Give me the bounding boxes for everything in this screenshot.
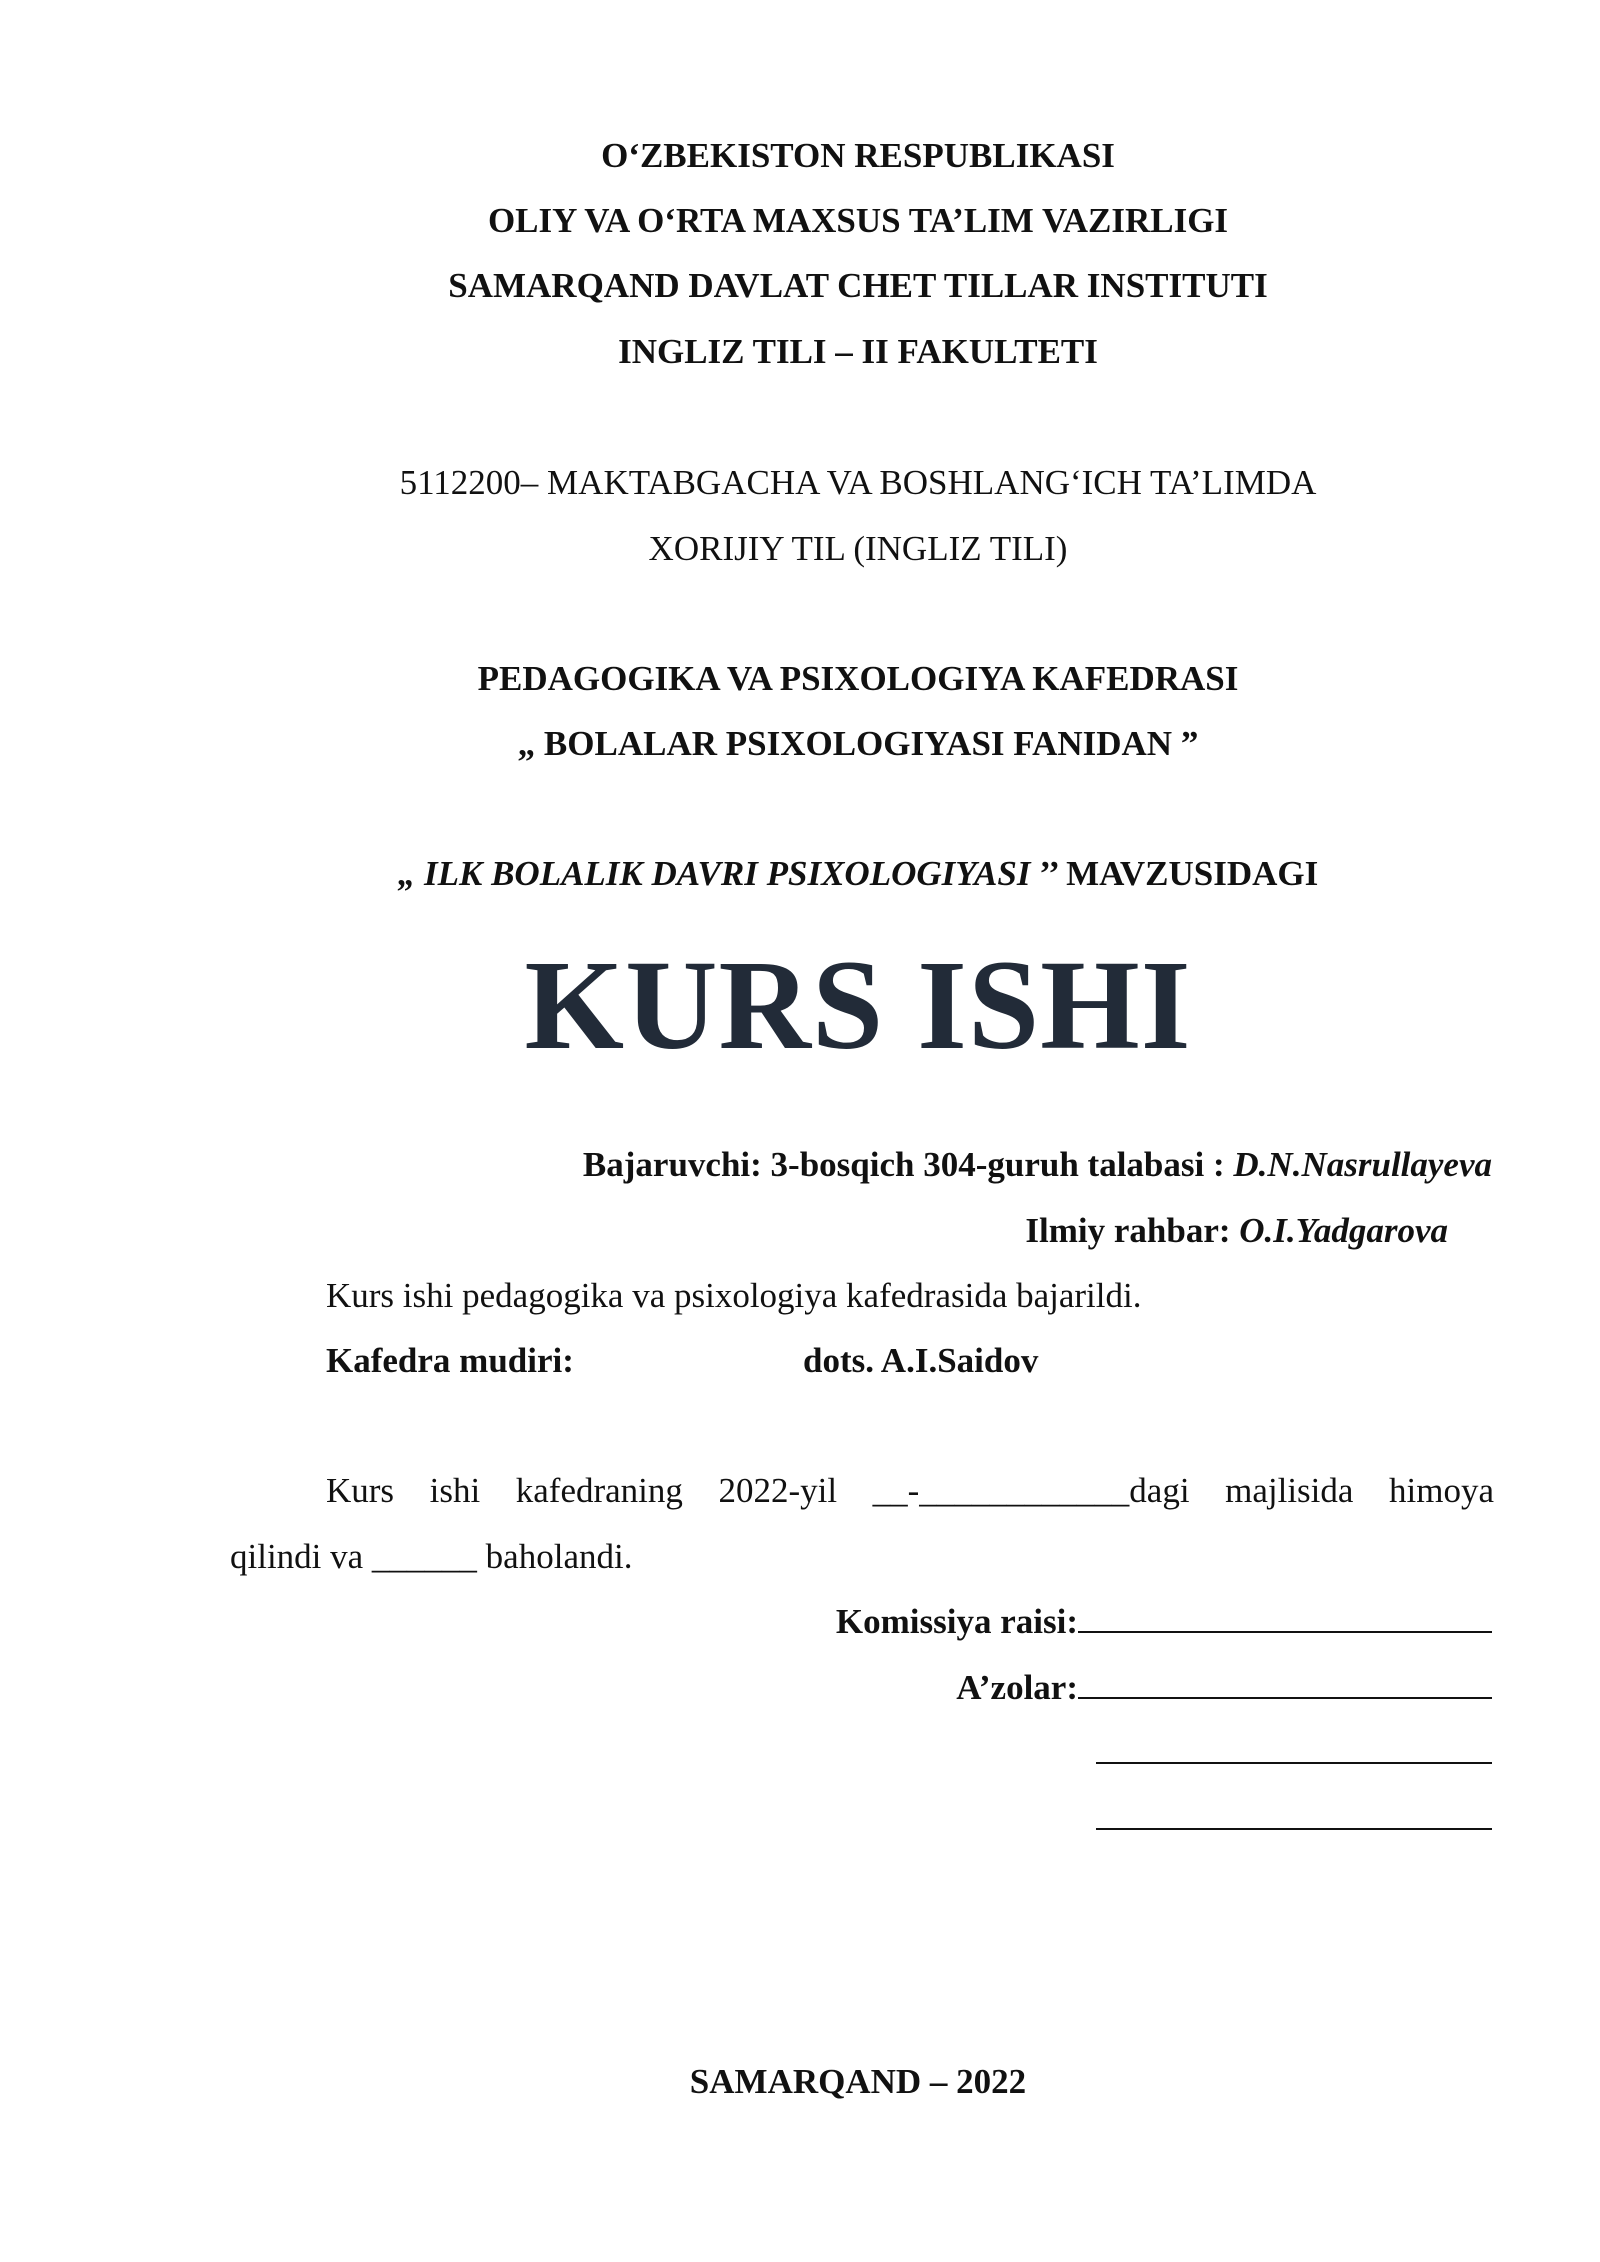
defense-word: himoya: [1389, 1471, 1494, 1510]
member-signature-blank: [1096, 1732, 1492, 1764]
main-title: KURS ISHI: [524, 934, 1192, 1076]
subject-name: „ BOLALAR PSIXOLOGIYASI FANIDAN ”: [517, 724, 1199, 763]
header-ministry: OLIY VA O‘RTA MAXSUS TA’LIM VAZIRLIGI: [487, 201, 1229, 240]
defense-word: 2022-yil: [718, 1471, 838, 1510]
member-signature-blank: [1096, 1798, 1492, 1830]
commission-chair-signature-blank: [1078, 1601, 1492, 1633]
commission-members-line: [956, 1666, 1492, 1710]
supervisor-name: O.I.Yadgarova: [1239, 1211, 1448, 1250]
defense-date-blank: __-____________dagi: [872, 1471, 1190, 1510]
member-signature-line-2: [1096, 1731, 1492, 1775]
supervisor-line: [1025, 1209, 1448, 1253]
specialty-line-2: XORIJIY TIL (INGLIZ TILI): [648, 529, 1068, 568]
topic-title: ILK BOLALIK DAVRI PSIXOLOGIYASI: [423, 854, 1031, 893]
commission-chair-label: Komissiya raisi:: [835, 1602, 1078, 1641]
member-signature-line-3: [1096, 1797, 1492, 1841]
head-of-department-label: Kafedra mudiri:: [326, 1341, 574, 1380]
defense-line-2: qilindi va ______ baholandi.: [230, 1537, 633, 1576]
topic-line: [228, 852, 1488, 896]
supervisor-label: Ilmiy rahbar:: [1025, 1211, 1240, 1250]
topic-quote-close: ’’: [1030, 854, 1067, 893]
header-faculty: INGLIZ TILI – II FAKULTETI: [618, 332, 1098, 371]
defense-word: kafedraning: [515, 1471, 683, 1510]
header-country: O‘ZBEKISTON RESPUBLIKASI: [601, 136, 1115, 175]
completion-note: Kurs ishi pedagogika va psixologiya kafedrasida bajarildi.: [326, 1276, 1142, 1315]
header-institute: SAMARQAND DAVLAT CHET TILLAR INSTITUTI: [448, 266, 1268, 305]
defense-word: Kurs: [326, 1471, 395, 1510]
defense-word: ishi: [429, 1471, 481, 1510]
topic-suffix: MAVZUSIDAGI: [1066, 854, 1319, 893]
head-of-department-name: dots. A.I.Saidov: [803, 1341, 1039, 1380]
defense-line-1: [326, 1469, 1494, 1513]
performer-label: Bajaruvchi: 3-bosqich 304-guruh talabasi :: [582, 1145, 1234, 1184]
commission-members-label: A’zolar:: [956, 1668, 1078, 1707]
department-name: PEDAGOGIKA VA PSIXOLOGIYA KAFEDRASI: [477, 659, 1239, 698]
commission-chair-line: [836, 1600, 1492, 1644]
member-signature-blank: [1078, 1667, 1492, 1699]
performer-line: [583, 1143, 1492, 1187]
performer-name: D.N.Nasrullayeva: [1233, 1145, 1492, 1184]
specialty-line-1: 5112200– MAKTABGACHA VA BOSHLANG‘ICH TA’LIMDA: [399, 463, 1317, 502]
footer-city-year: SAMARQAND – 2022: [689, 2062, 1027, 2101]
topic-quote-open: „: [397, 854, 424, 893]
defense-word: majlisida: [1225, 1471, 1354, 1510]
